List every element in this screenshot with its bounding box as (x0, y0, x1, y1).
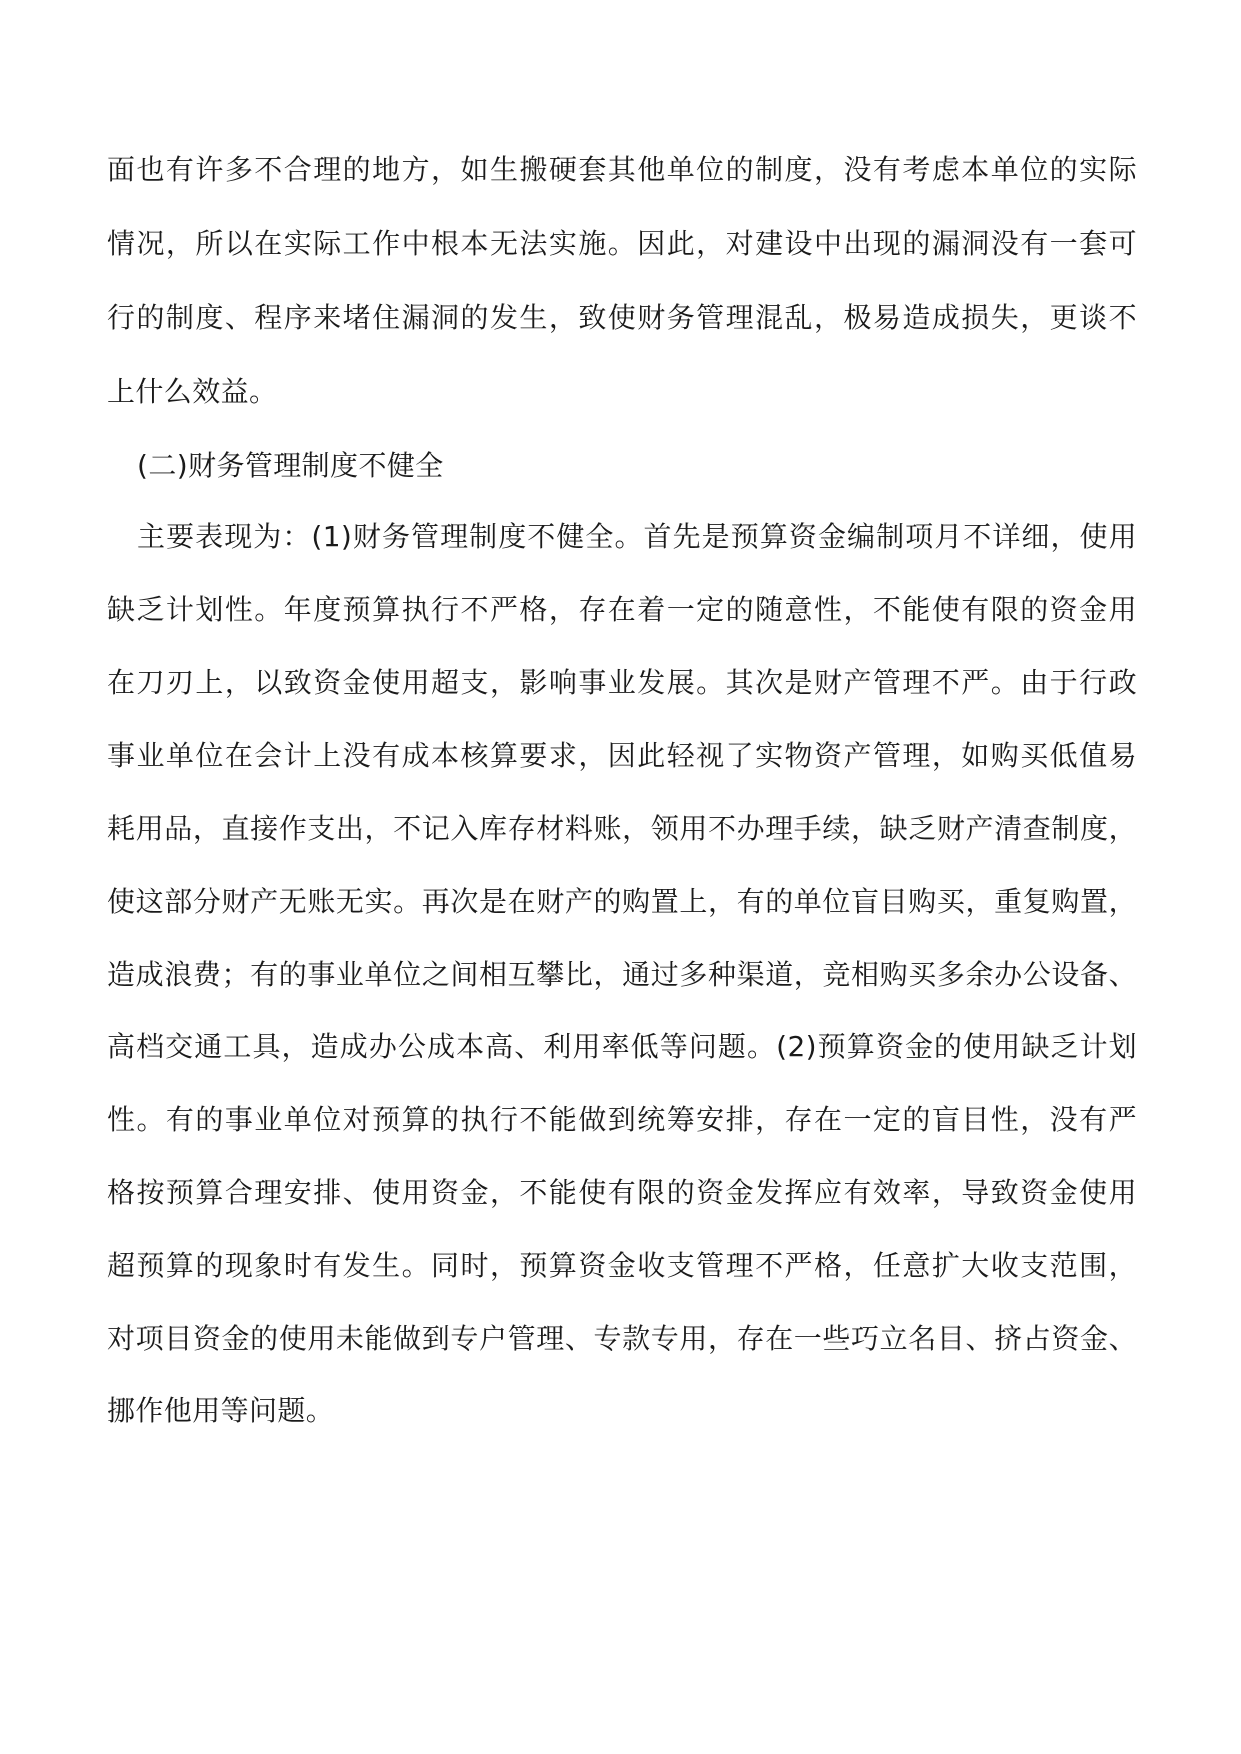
text-line: 事业单位在会计上没有成本核算要求，因此轻视了实物资产管理，如购买低值易 (107, 739, 1137, 772)
section-heading: (二)财务管理制度不健全 (137, 449, 444, 482)
text-line: 行的制度、程序来堵住漏洞的发生，致使财务管理混乱，极易造成损失，更谈不 (107, 301, 1137, 334)
text-line: 面也有许多不合理的地方，如生搬硬套其他单位的制度，没有考虑本单位的实际 (107, 153, 1137, 186)
text-line: 耗用品，直接作支出，不记入库存材料账，领用不办理手续，缺乏财产清查制度， (107, 812, 1137, 845)
text-line: 主要表现为：(1)财务管理制度不健全。首先是预算资金编制项月不详细，使用 (137, 520, 1137, 553)
text-line: 使这部分财产无账无实。再次是在财产的购置上，有的单位盲目购买，重复购置， (107, 885, 1137, 918)
text-line: 在刀刃上，以致资金使用超支，影响事业发展。其次是财产管理不严。由于行政 (107, 666, 1137, 699)
text-line: 上什么效益。 (107, 375, 278, 408)
text-line: 造成浪费；有的事业单位之间相互攀比，通过多种渠道，竞相购买多余办公设备、 (107, 958, 1137, 991)
text-line: 缺乏计划性。年度预算执行不严格，存在着一定的随意性，不能使有限的资金用 (107, 593, 1137, 626)
text-line: 格按预算合理安排、使用资金，不能使有限的资金发挥应有效率，导致资金使用 (107, 1176, 1137, 1209)
text-line: 性。有的事业单位对预算的执行不能做到统筹安排，存在一定的盲目性，没有严 (107, 1103, 1137, 1136)
text-line: 对项目资金的使用未能做到专户管理、专款专用，存在一些巧立名目、挤占资金、 (107, 1322, 1137, 1355)
text-line: 挪作他用等问题。 (107, 1394, 335, 1427)
text-line: 高档交通工具，造成办公成本高、利用率低等问题。(2)预算资金的使用缺乏计划 (107, 1030, 1137, 1063)
text-line: 超预算的现象时有发生。同时，预算资金收支管理不严格，任意扩大收支范围， (107, 1249, 1137, 1282)
text-line: 情况，所以在实际工作中根本无法实施。因此，对建设中出现的漏洞没有一套可 (107, 227, 1137, 260)
